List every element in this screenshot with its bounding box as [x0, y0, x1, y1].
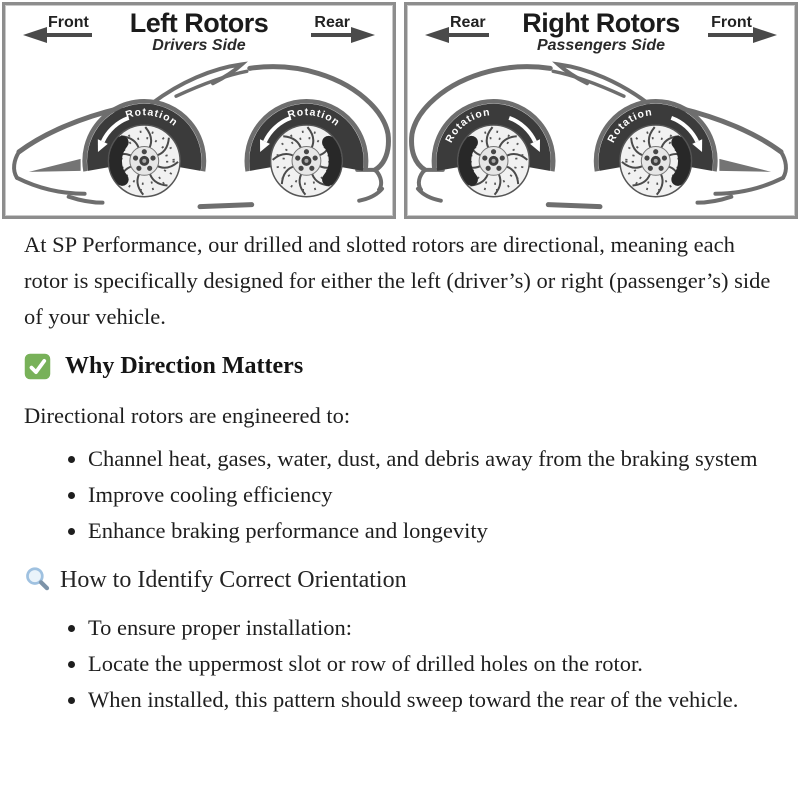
- front-label-text: Front: [708, 14, 755, 37]
- list-item: • Locate the uppermost slot or row of drilled holes on the rotor.: [88, 646, 772, 682]
- how-identify-heading: [24, 562, 772, 598]
- rotation-label: Rotation: [606, 107, 654, 145]
- right-panel-title: Right Rotors: [522, 8, 680, 38]
- list-item: • When installed, this pattern should sweep toward the rear of the vehicle.: [88, 682, 772, 718]
- intro-paragraph: At SP Performance, our drilled and slotted rotors are directional, meaning each rotor is specifically designed for either the left (driver’s) or right (passenger’s) side of your vehicle.: [24, 232, 771, 329]
- rotor-diagram: [0, 0, 800, 219]
- list-item: • Improve cooling efficiency: [88, 477, 772, 513]
- list-item: • Enhance braking performance and longevity: [88, 513, 772, 549]
- front-label-text: Front: [45, 14, 92, 37]
- left-panel-title: Left Rotors: [129, 8, 269, 38]
- why-direction-heading-text: Why Direction Matters: [65, 353, 304, 379]
- check-mark-icon: [24, 353, 51, 380]
- how-identify-heading-text: How to Identify Correct Orientation: [60, 567, 407, 593]
- right-panel-subtitle: Passengers Side: [536, 37, 666, 54]
- article-content: [0, 227, 800, 718]
- left-panel-subtitle: Drivers Side: [152, 37, 246, 54]
- rear-label-text: Rear: [311, 14, 353, 37]
- engineered-lead: Directional rotors are engineered to:: [24, 403, 351, 428]
- benefits-list: [24, 441, 772, 549]
- left-rotors-panel: [2, 2, 396, 219]
- right-rotors-panel: [404, 2, 798, 219]
- why-direction-heading: [24, 348, 772, 384]
- rotation-label: Rotation: [286, 107, 342, 130]
- right-car-illustration: [407, 58, 795, 216]
- front-direction-label: [708, 14, 777, 37]
- left-car-illustration: [5, 58, 393, 216]
- list-item: • Channel heat, gases, water, dust, and debris away from the braking system: [88, 441, 772, 477]
- rotation-label: Rotation: [444, 107, 492, 145]
- arrow-right-icon: [753, 27, 777, 43]
- magnifying-glass-icon: [24, 566, 52, 594]
- steps-list: [24, 610, 772, 718]
- rear-label-text: Rear: [447, 14, 489, 37]
- arrow-right-icon: [351, 27, 375, 43]
- rear-direction-label: [311, 14, 375, 37]
- rotation-label: Rotation: [124, 107, 180, 130]
- list-item: • To ensure proper installation:: [88, 610, 772, 646]
